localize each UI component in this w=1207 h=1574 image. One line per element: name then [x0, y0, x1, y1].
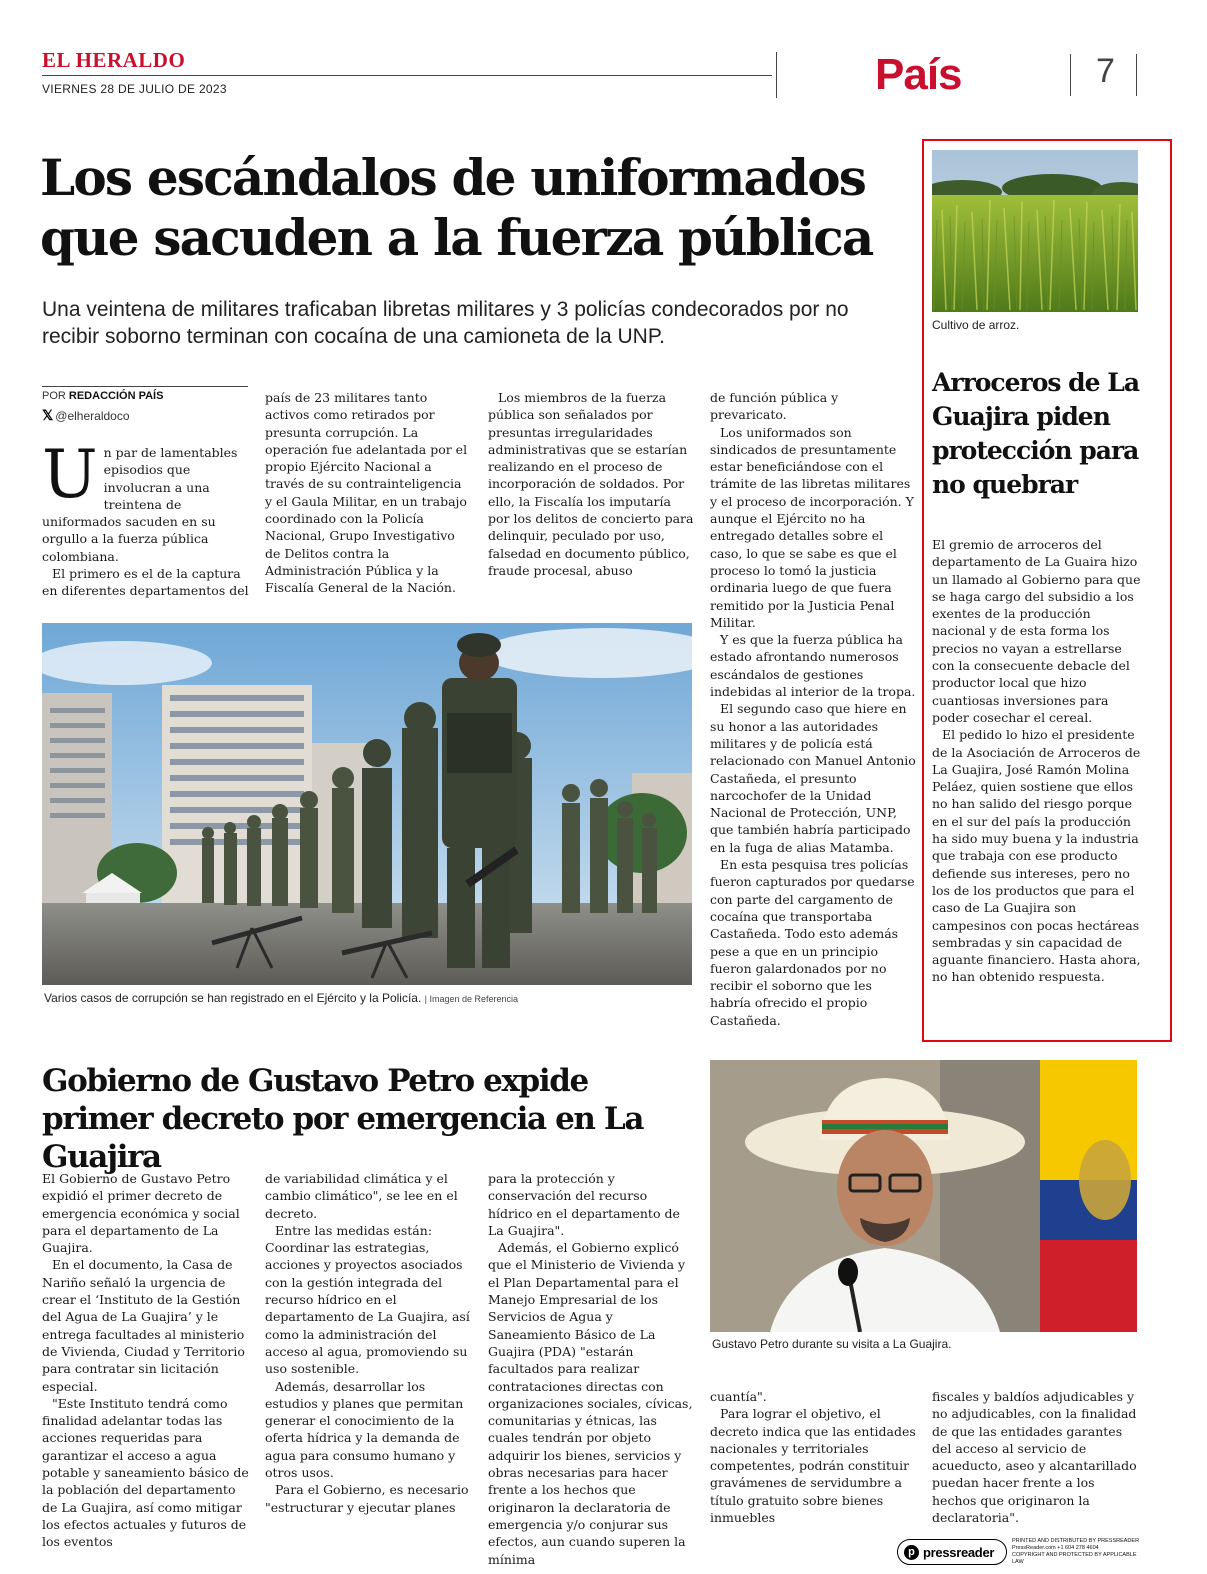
- photo-caption: Cultivo de arroz.: [932, 318, 1020, 332]
- caption-text: Varios casos de corrupción se han registrado en el Ejército y la Policía.: [44, 991, 422, 1005]
- social-handle-text: @elheraldoco: [55, 409, 130, 423]
- petro-photo: [710, 1060, 1137, 1332]
- second-col-5: [932, 1388, 1142, 1526]
- main-col-4: [710, 389, 916, 1029]
- second-col-2: [265, 1170, 471, 1516]
- main-headline: Los escándalos de uniformados que sacuden a la fuerza pública: [40, 148, 873, 267]
- paragraph: El primero es el de la captura en diferentes departamentos del: [42, 566, 249, 599]
- paragraph: de variabilidad climática y el cambio climático", se lee en el decreto.: [265, 1171, 458, 1221]
- notice-line: PressReader.com +1 604 278 4604: [1012, 1545, 1099, 1551]
- header-divider: [1070, 54, 1071, 96]
- paragraph: El Gobierno de Gustavo Petro expidió el primer decreto de emergencia económica y social para el departamento de La Guajira.: [42, 1171, 240, 1256]
- byline-author: REDACCIÓN PAÍS: [68, 390, 164, 402]
- main-col-2: [265, 389, 471, 597]
- byline: [42, 390, 163, 402]
- second-headline: Gobierno de Gustavo Petro expide primer decreto por emergencia en La Guajira: [42, 1063, 644, 1175]
- byline-rule: [42, 386, 248, 387]
- dropcap: U: [42, 436, 98, 513]
- second-col-3: [488, 1170, 694, 1568]
- paragraph: Para el Gobierno, es necesario "estructurar y ejecutar planes: [265, 1482, 469, 1515]
- paragraph: En esta pesquisa tres policías fueron capturados por quedarse con parte del cargamento de cocaína que transportaba Castañeda. Todo esto además pese a que en un principio fueron galardonados por no recibir el soborno que les habría ofrecido el propio Castañeda.: [710, 857, 915, 1028]
- paragraph: El segundo caso que hiere en su honor a las autoridades militares y de policía está relacionado con Manuel Antonio Castañeda, el presunto narcochofer de la Unidad Nacional de Protección, UNP, que también habría participado en la fuga de alias Matamba.: [710, 701, 916, 855]
- notice-line: COPYRIGHT AND PROTECTED BY APPLICABLE LAW: [1012, 1552, 1137, 1565]
- paragraph: Para lograr el objetivo, el decreto indica que las entidades nacionales y territoriales competentes, podrán constituir gravámenes de servidumbre a título gratuito sobre bienes inmuebles: [710, 1406, 916, 1526]
- second-col-4: [710, 1388, 916, 1526]
- photo-caption: Gustavo Petro durante su visita a La Guajira.: [712, 1337, 952, 1351]
- page-number: 7: [1096, 52, 1115, 90]
- main-deck: Una veintena de militares traficaban libretas militares y 3 policías condecorados por no recibir soborno terminan con cocaína de una camioneta de la UNP.: [42, 298, 849, 348]
- rice-field-photo: [932, 150, 1138, 312]
- pressreader-logo: [897, 1539, 1007, 1565]
- paragraph: "Este Instituto tendrá como finalidad adelantar todas las acciones requeridas para garantizar el acceso a agua potable y saneamiento básico de la población del departamento de La Guajira, así como mitigar los efectos actuales y futuros de los eventos: [42, 1395, 249, 1550]
- paragraph: Además, el Gobierno explicó que el Ministerio de Vivienda y el Plan Departamental para el Manejo Empresarial de los Servicios de Agua y Saneamiento Básico de La Guajira (PDA) "estarán facultados para realizar contrataciones directas con organizaciones sociales, cívicas, comunitarias y étnicas, las cuales tendrán por objeto adquirir los bienes, servicios y obras necesarias para hacer frente a los hechos que originaron la declaratoria de emergencia y/o conjurar sus efectos, aun cuando superen la mínima: [488, 1240, 693, 1567]
- paragraph: Los uniformados son sindicados de presuntamente estar beneficiándose con el trámite de las libretas militares y el proceso de incorporación. Y aunque el Ejército no ha entregado detalles sobre el caso, lo que se sabe es que el proceso lo tomó la justicia ordinaria luego de que fuera remitido por la Justicia Penal Militar.: [710, 424, 914, 630]
- section-title: País: [875, 50, 962, 99]
- main-col-1: [42, 436, 250, 600]
- paragraph: n par de lamentables episodios que involucran a una treintena de uniformados sacuden en su orgullo a la fuerza pública colombiana.: [42, 445, 238, 564]
- header-rule: [42, 75, 772, 76]
- paragraph: El gremio de arroceros del departamento de La Guaira hizo un llamado al Gobierno para que se haga cargo del subsidio a los exentes de la producción nacional y de esta forma los precios no vayan a estrellarse con la consecuente debacle del productor local que hizo cuantiosas inversiones para poder cosechar el cereal.: [932, 537, 1141, 725]
- notice-line: PRINTED AND DISTRIBUTED BY PRESSREADER: [1012, 1538, 1140, 1544]
- paragraph: fiscales y baldíos adjudicables y no adjudicables, con la finalidad de que las entidades garantes del acceso al servicio de acueducto, aseo y alcantarillado puedan hacer frente a los hechos que originaron la declaratoria".: [932, 1389, 1137, 1526]
- paragraph: para la protección y conservación del recurso hídrico en el departamento de La Guajira".: [488, 1171, 680, 1238]
- paragraph: cuantía".: [710, 1389, 767, 1404]
- pressreader-wordmark: pressreader: [923, 1544, 995, 1560]
- paragraph: Los miembros de la fuerza pública son señalados por presuntas irregularidades administrativas que se estarían realizando en el proceso de incorporación de soldados. Por ello, la Fiscalía los imputaría por los delitos de concierto para delinquir, peculado por uso, falsedad en documento público, fraude procesal, abuso: [488, 390, 694, 578]
- masthead-logo: EL HERALDO: [42, 48, 186, 72]
- photo-caption: [44, 991, 518, 1005]
- social-handle: [42, 407, 130, 424]
- paragraph: El pedido lo hizo el presidente de la Asociación de Arroceros de La Guajira, José Ramón Molina Peláez, quien sostiene que ellos no han salido del riesgo porque en el sur del país la producción ha sido muy buena y la industria que trabaja con ese producto defiende sus intereses, pero no los de los productos que para el caso de La Guajira son campesinos con pocas hectáreas sembradas y sin capacidad de aguante financiero. Hasta ahora, no han obtenido respuesta.: [932, 727, 1141, 985]
- second-col-1: [42, 1170, 250, 1551]
- soldiers-photo: [42, 623, 692, 985]
- header-divider: [776, 52, 777, 98]
- main-col-3: [488, 389, 694, 579]
- pressreader-icon: p: [904, 1545, 919, 1560]
- x-logo-icon: 𝕏: [42, 407, 54, 423]
- issue-date: VIERNES 28 DE JULIO DE 2023: [42, 82, 227, 96]
- paragraph: En el documento, la Casa de Nariño señaló la urgencia de crear el ‘Instituto de la Gestión del Agua de La Guajira’ y le entrega facultades al ministerio de Vivienda, Ciudad y Territorio para contratar sin licitación especial.: [42, 1257, 245, 1394]
- paragraph: Además, desarrollar los estudios y planes que permitan generar el conocimiento de la oferta hídrica y la demanda de agua para consumo humano y otros usos.: [265, 1378, 464, 1481]
- sidebar-body: [932, 536, 1142, 986]
- header-divider: [1136, 54, 1137, 96]
- pressreader-notice: [1012, 1538, 1142, 1566]
- paragraph: de función pública y prevaricato.: [710, 390, 839, 423]
- paragraph: país de 23 militares tanto activos como retirados por presunta corrupción. La operación fue adelantada por el propio Ejército Nacional a través de su contrainteligencia y el Gaula Militar, en un trabajo coordinado con la Policía Nacional, Grupo Investigativo de Delitos contra la Administración Pública y la Fiscalía General de la Nación.: [265, 390, 468, 596]
- photo-credit: | Imagen de Referencia: [424, 994, 519, 1004]
- sidebar-headline: Arroceros de La Guajira piden protección para no quebrar: [932, 368, 1140, 499]
- byline-prefix: POR: [42, 390, 66, 402]
- paragraph: Entre las medidas están: Coordinar las estrategias, acciones y proyectos asociados con la gestión integrada del recurso hídrico en el departamento de La Guajira, así como la administración del acceso al agua, promoviendo su uso sostenible.: [265, 1222, 470, 1377]
- paragraph: Y es que la fuerza pública ha estado afrontando numerosos escándalos de gestiones indebidas al interior de la tropa.: [710, 632, 916, 700]
